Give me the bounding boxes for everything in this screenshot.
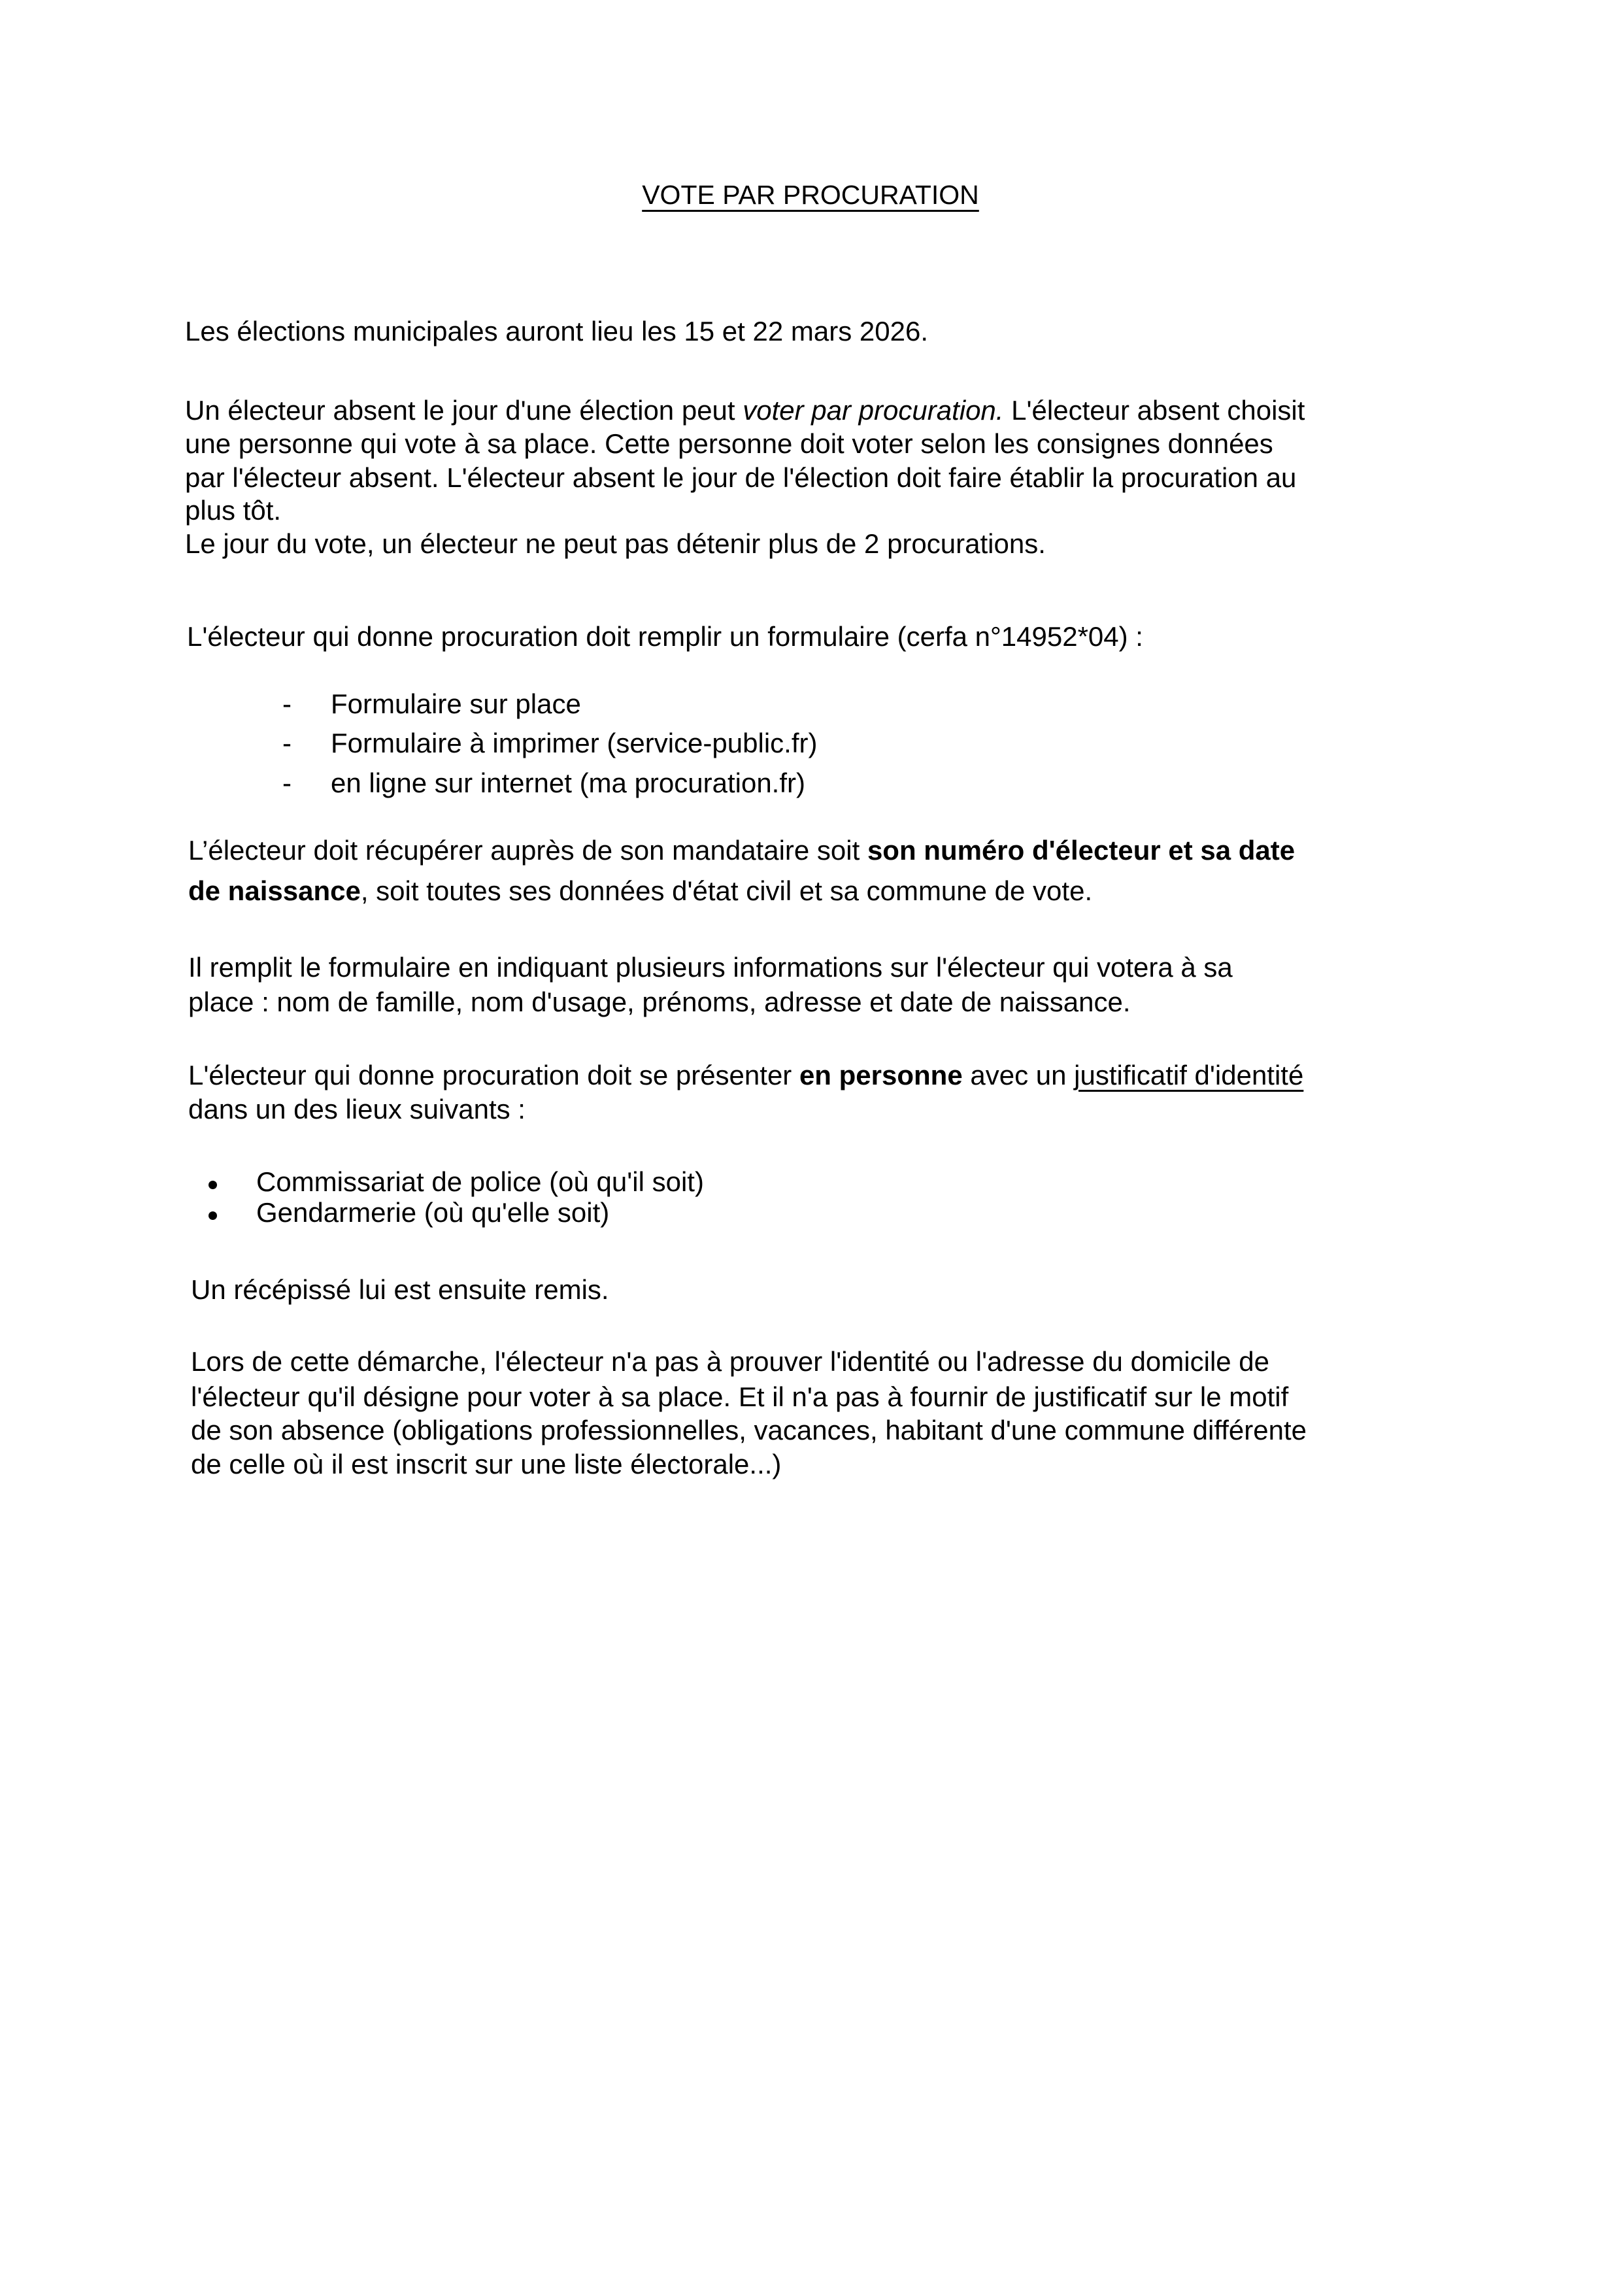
paragraph-line: Il remplit le formulaire en indiquant plusieurs informations sur l'électeur qui votera à sa — [188, 952, 1233, 983]
paragraph-line: de son absence (obligations professionnelles, vacances, habitant d'une commune différente — [191, 1415, 1307, 1445]
list-item-text: Commissariat de police (où qu'il soit) — [256, 1166, 704, 1197]
text-span: avec un — [962, 1060, 1075, 1090]
list-item-text: Formulaire sur place — [331, 688, 581, 719]
bullet-icon — [209, 1181, 217, 1189]
text-span: L'électeur absent choisit — [1003, 395, 1305, 426]
paragraph-line: plus tôt. — [185, 495, 282, 526]
paragraph-line: Lors de cette démarche, l'électeur n'a pas à prouver l'identité ou l'adresse du domicile de — [191, 1346, 1270, 1377]
paragraph-line — [188, 1059, 1303, 1092]
paragraph-election-dates: Les élections municipales auront lieu les 15 et 22 mars 2026. — [185, 316, 928, 346]
paragraph-line — [188, 834, 1295, 867]
paragraph-line: l'électeur qu'il désigne pour voter à sa place. Et il n'a pas à fournir de justificatif sur le motif — [191, 1381, 1289, 1412]
list-item-text: Formulaire à imprimer (service-public.fr) — [331, 728, 818, 758]
dash-marker-icon: - — [282, 768, 292, 798]
paragraph-line: de celle où il est inscrit sur une liste électorale...) — [191, 1449, 782, 1479]
text-span: , soit toutes ses données d'état civil et sa commune de vote. — [360, 875, 1093, 906]
bullet-icon — [209, 1211, 217, 1220]
bold-text: en personne — [799, 1060, 963, 1090]
page-title — [0, 178, 1621, 211]
paragraph-line: dans un des lieux suivants : — [188, 1094, 526, 1124]
page-title-text: VOTE PAR PROCURATION — [642, 180, 979, 210]
text-span: Un électeur absent le jour d'une élection peut — [185, 395, 743, 426]
bold-text: son numéro d'électeur et sa date — [867, 835, 1295, 866]
paragraph-form-requirement: L'électeur qui donne procuration doit remplir un formulaire (cerfa n°14952*04) : — [187, 621, 1143, 652]
paragraph-line: Le jour du vote, un électeur ne peut pas détenir plus de 2 procurations. — [185, 528, 1046, 559]
dash-marker-icon: - — [282, 728, 292, 758]
dash-marker-icon: - — [282, 688, 292, 719]
paragraph-line — [188, 875, 1092, 907]
text-span: L’électeur doit récupérer auprès de son mandataire soit — [188, 835, 867, 866]
paragraph-receipt: Un récépissé lui est ensuite remis. — [191, 1274, 609, 1305]
italic-text: voter par procuration. — [743, 395, 1004, 426]
paragraph-line: une personne qui vote à sa place. Cette personne doit voter selon les consignes données — [185, 428, 1273, 459]
paragraph-line: par l'électeur absent. L'électeur absent le jour de l'élection doit faire établir la procuration au — [185, 462, 1297, 493]
paragraph-line: place : nom de famille, nom d'usage, prénoms, adresse et date de naissance. — [188, 987, 1131, 1017]
paragraph-line — [185, 394, 1305, 427]
text-span: L'électeur qui donne procuration doit se présenter — [188, 1060, 799, 1090]
list-item-text: en ligne sur internet (ma procuration.fr) — [331, 768, 805, 798]
bold-text: de naissance — [188, 875, 361, 906]
underlined-text: justificatif d'identité — [1074, 1060, 1304, 1090]
list-item-text: Gendarmerie (où qu'elle soit) — [256, 1197, 610, 1228]
